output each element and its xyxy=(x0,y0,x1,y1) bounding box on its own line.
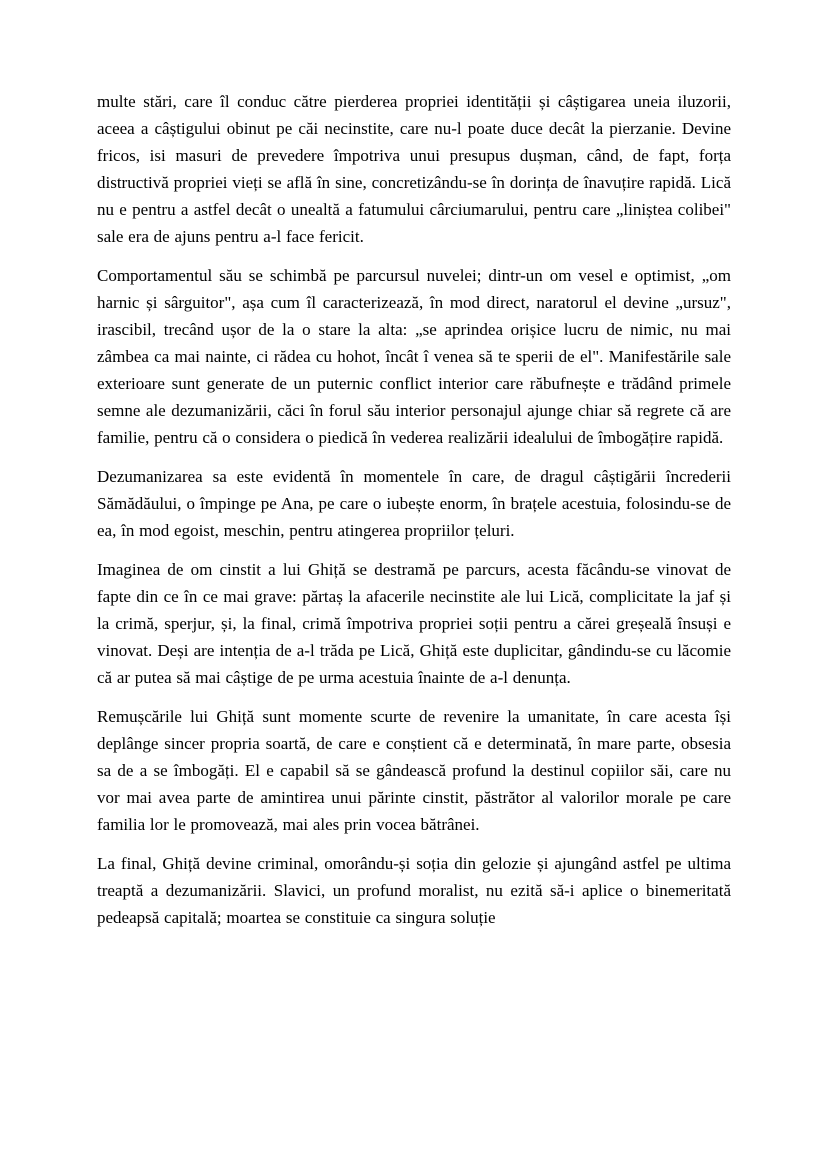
paragraph-1: multe stări, care îl conduc către pierderea propriei identității și câștigarea uneia iluzorii, aceea a câștigului obinut pe căi necinstite, care nu-l poate duce decât la pierzanie. Devine fricos, isi masuri de prevedere împotriva unui presupus dușman, când, de fapt, forța distructivă propriei vieți se află în sine, concretizându-se în dorința de înavuțire rapidă. Lică nu e pentru a astfel decât o unealtă a fatumului cârciumarului, pentru care „liniștea colibei" sale era de ajuns pentru a-l face fericit. xyxy=(97,92,731,246)
paragraph-6: La final, Ghiță devine criminal, omorându-și soția din gelozie și ajungând astfel pe ultima treaptă a dezumanizării. Slavici, un profund moralist, nu ezită să-i aplice o binemeritată pedeapsă capitală; moartea se constituie ca singura soluție xyxy=(97,854,731,927)
paragraph-3: Dezumanizarea sa este evidentă în momentele în care, de dragul câștigării încrederii Sămădăului, o împinge pe Ana, pe care o iubește enorm, în brațele acestuia, folosindu-se de ea, în mod egoist, meschin, pentru atingerea propriilor țeluri. xyxy=(97,467,731,540)
paragraph-2: Comportamentul său se schimbă pe parcursul nuvelei; dintr-un om vesel e optimist, „om harnic și sârguitor", așa cum îl caracterizează, în mod direct, naratorul el devine „ursuz", irascibil, trecând ușor de la o stare la alta: „se aprindea orișice lucru de nimic, nu mai zâmbea ca mai nainte, ci rădea cu hohot, încât î venea să te sperii de el". Manifestările sale exterioare sunt generate de un puternic conflict interior care răbufnește e trădând primele semne ale dezumanizării, căci în forul său interior personajul ajunge chiar să regrete că are familie, pentru că o considera o piedică în vederea realizării idealului de îmbogățire rapidă. xyxy=(97,266,731,447)
paragraph-5: Remușcările lui Ghiță sunt momente scurte de revenire la umanitate, în care acesta își deplânge sincer propria soartă, de care e conștient că e determinată, în mare parte, obsesia sa de a se îmbogăți. El e capabil să se gândească profund la destinul copiilor săi, care nu vor mai avea parte de amintirea unui părinte cinstit, păstrător al valorilor morale pe care familia lor le promovează, mai ales prin vocea bătrânei. xyxy=(97,707,731,834)
paragraph-4: Imaginea de om cinstit a lui Ghiță se destramă pe parcurs, acesta făcându-se vinovat de fapte din ce în ce mai grave: părtaș la afacerile necinstite ale lui Lică, complicitate la jaf și la crimă, sperjur, și, la final, crimă împotriva propriei soții pentru a cărei greșeală însuși e vinovat. Deși are intenția de a-l trăda pe Lică, Ghiță este duplicitar, gândindu-se cu lăcomie că ar putea să mai câștige de pe urma acestuia înainte de a-l denunța. xyxy=(97,560,731,687)
